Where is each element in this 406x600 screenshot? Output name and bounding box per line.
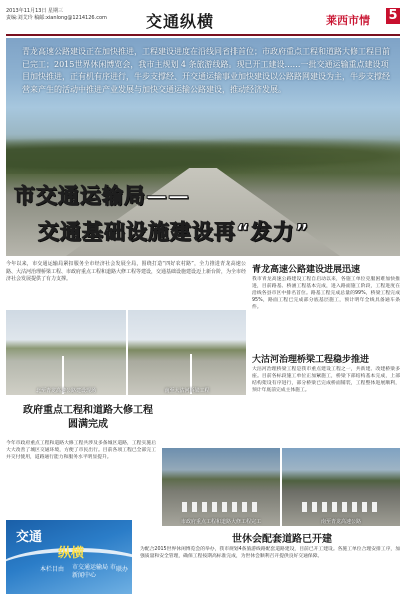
photo-caption: 北至青龙高速公路建设现场 <box>35 388 96 394</box>
article-1-title: 青龙高速公路建设进展迅速 <box>252 265 361 275</box>
photo-crosswalk-2 <box>282 448 400 526</box>
headline-line-2: 交通基础设施建设再“发力” <box>38 220 310 244</box>
masthead-rule <box>6 34 400 36</box>
photo-crosswalk-1 <box>162 448 280 526</box>
crosswalk <box>182 502 260 512</box>
article-2-title: 大沽河治理桥梁工程稳步推进 <box>252 355 370 365</box>
page-number: 5 <box>386 8 400 24</box>
photo-caption: 南至青龙高速公路 <box>320 519 361 525</box>
article-3-title: 政府重点工程和道路大修工程圆满完成 <box>23 405 153 430</box>
column-ad-box <box>6 520 132 594</box>
editor-line: 责编:刘艾玲 稿邮:xianlong@1214126.com <box>6 15 107 21</box>
masthead <box>6 6 400 34</box>
headline-line-1: 市交通运输局—— <box>14 184 190 208</box>
lead-paragraph: 今年以来，市交通运输局紧扣服务全市经济社会发展全局，围绕打造“四好农村路”，全力推进青龙高速公路、大沽河治理桥梁工程、市政府重点工程和道路大修工程等建设，交通基础设施建设迈上新台阶，为全市经济社会发展提供了有力支撑。 <box>6 261 247 282</box>
ad-line-3: 本栏目由 <box>40 566 65 573</box>
date-line: 2013年11月13日 星期三 <box>6 8 64 14</box>
ad-line-5: 联办 <box>116 566 129 573</box>
article-4-title: 世休会配套道路已开建 <box>232 534 332 545</box>
article-1-body: 我市青龙高速公路建设工程自启动以来，各施工单位克服困难加快推进，目前路基、桥涵工程基本完成，进入路面施工阶段，工程进度在沿线各县市区中排名首位。路基工程完成总量的99%，桥梁工程完成95%，路面工程已完成部分底基层施工，预计明年全线具备通车条件。 <box>252 277 400 310</box>
photo-caption: 市政府重点工程和道路大修工程完工 <box>180 519 261 525</box>
masthead-meta <box>6 8 126 22</box>
section-title: 交通纵横 <box>146 12 215 31</box>
brand-logo: 莱西市情 <box>326 14 370 27</box>
ad-line-4: 市交通运输局 市新闻中心 <box>72 564 116 579</box>
photo-highway-2 <box>128 310 246 395</box>
article-4-body: 为配合2015世界休闲博览会的举办，我市规划4条旅游线路配套道路建设，目前已开工建设。各施工单位合理安排工序，加强质量和安全管理，确保工程按期高标准完成，为世休会顺利召开提供良好交通保障。 <box>140 547 400 559</box>
hero-banner <box>6 38 400 256</box>
hero-intro: 青龙高速公路建设正在加快推进，工程建设进度在沿线同省排首位；市政府重点工程和道路大修工程目前已完工；2015世界休闲博览会，我市主规划 4 条旅游线路。现已开工建设……一批交通运输重点建设项目加快推进，正有机有序进行，牛步支撑经、开交通运输事业加快建设以公路路网建设为主，牛步支撑经营来产生的活动中推进产业发展与加快交通运输公路建设，推动经济发展。 <box>22 47 390 94</box>
photo-caption: 南至大沽河桥梁工程 <box>164 388 210 394</box>
ad-line-2: 纵横 <box>58 546 85 561</box>
photo-highway-1 <box>6 310 126 395</box>
ad-line-1: 交通 <box>16 530 43 545</box>
article-3-body: 今年市政府重点工程和道路大修工程共涉及多条城区道路，工程实施后大大改善了城区交通环境，方便了市民出行。目前各项工程已全部完工并交付使用，道路通行能力和服务水平明显提升。 <box>6 441 156 460</box>
article-2-body: 大沽河治理桥梁工程是我市重点建设工程之一，共新建、改建桥梁多座。目前各标段施工单位正加紧施工，桥梁下部结构基本完成，上部结构架设有序进行，部分桥梁已完成桥面铺装，工程整体进展顺利，预计年底前完成主体施工。 <box>252 367 400 393</box>
crosswalk <box>302 502 380 512</box>
